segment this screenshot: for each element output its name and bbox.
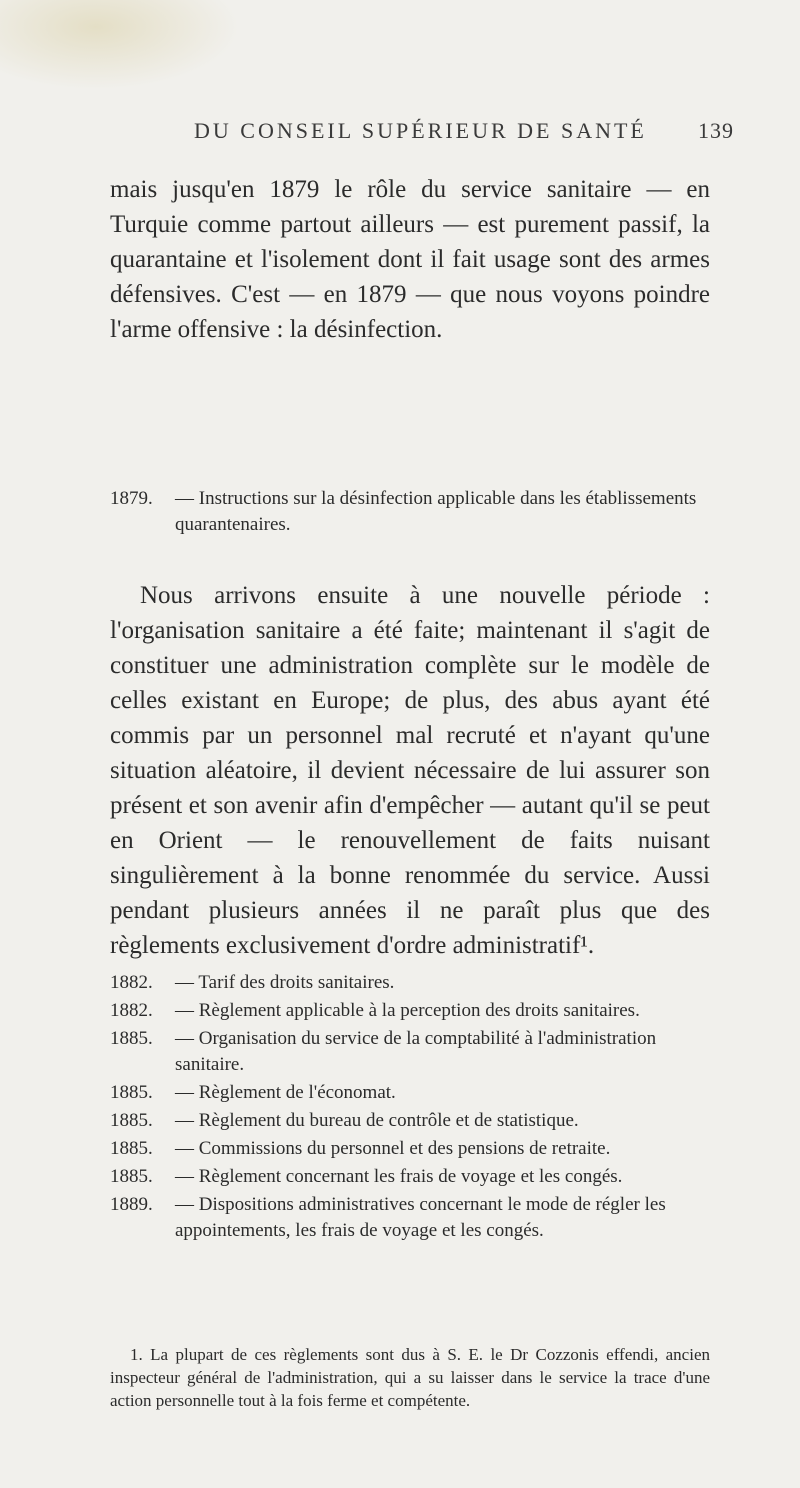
page-number: 139 — [698, 118, 734, 143]
entry-text: — Règlement de l'économat. — [175, 1082, 396, 1103]
running-header — [194, 118, 734, 144]
entry-text: — Commissions du personnel et des pensions de retraite. — [175, 1138, 611, 1159]
entry-text: — Règlement du bureau de contrôle et de statistique. — [175, 1110, 579, 1131]
entry-year: 1885. — [110, 1166, 153, 1187]
regulation-list — [110, 970, 710, 1246]
list-item — [110, 1108, 710, 1134]
entry-year: 1889. — [110, 1194, 153, 1215]
entry-text: — Organisation du service de la comptabilité à l'administration sanitaire. — [175, 1028, 657, 1075]
list-item — [110, 1026, 710, 1078]
entry-year: 1882. — [110, 972, 153, 993]
entry-text: — Instructions sur la désinfection applicable dans les établissements quarantenaires. — [175, 488, 697, 535]
entry-year: 1879. — [110, 488, 153, 509]
paper-stain — [0, 0, 240, 90]
entry-year: 1885. — [110, 1138, 153, 1159]
list-item — [110, 1136, 710, 1162]
list-item — [110, 998, 710, 1024]
running-title: DU CONSEIL SUPÉRIEUR DE SANTÉ — [194, 118, 647, 143]
entry-text: — Règlement concernant les frais de voyage et les congés. — [175, 1166, 623, 1187]
list-item — [110, 970, 710, 996]
footnote: 1. La plupart de ces règlements sont dus à S. E. le Dr Cozzonis effendi, ancien inspecteur général de l'administration, qui a su laisser dans le service la trace d'une action personnelle tout à la fois ferme et compétente. — [110, 1345, 710, 1410]
list-item — [110, 1192, 710, 1244]
list-item — [110, 1164, 710, 1190]
paragraph-2: Nous arrivons ensuite à une nouvelle période : l'organisation sanitaire a été faite; maintenant il s'agit de constituer une administration complète sur le modèle de celles existant en Europe; de plus, des abus ayant été commis par un personnel mal recruté et n'ayant qu'une situation aléatoire, il devient nécessaire de lui assurer son présent et son avenir afin d'empêcher — autant qu'il se peut en Orient — le renouvellement de faits nuisant singulièrement à la bonne renommée du service. Aussi pendant plusieurs années il ne paraît plus que des règlements exclusivement d'ordre administratif¹. — [110, 582, 710, 959]
entry-year: 1885. — [110, 1028, 153, 1049]
entry-year: 1885. — [110, 1082, 153, 1103]
entry-text: — Dispositions administratives concernant le mode de régler les appointements, les frais de voyage et les congés. — [175, 1194, 666, 1241]
list-item — [110, 1080, 710, 1106]
entry-year: 1885. — [110, 1110, 153, 1131]
paragraph-1: mais jusqu'en 1879 le rôle du service sanitaire — en Turquie comme partout ailleurs — est purement passif, la quarantaine et l'isolement dont il fait usage sont des armes défensives. C'est — en 1879 — que nous voyons poindre l'arme offensive : la désinfection. — [110, 176, 710, 343]
entry-year: 1882. — [110, 1000, 153, 1021]
entry-text: — Règlement applicable à la perception des droits sanitaires. — [175, 1000, 640, 1021]
entry-1879 — [110, 486, 710, 538]
entry-text: — Tarif des droits sanitaires. — [175, 972, 395, 993]
